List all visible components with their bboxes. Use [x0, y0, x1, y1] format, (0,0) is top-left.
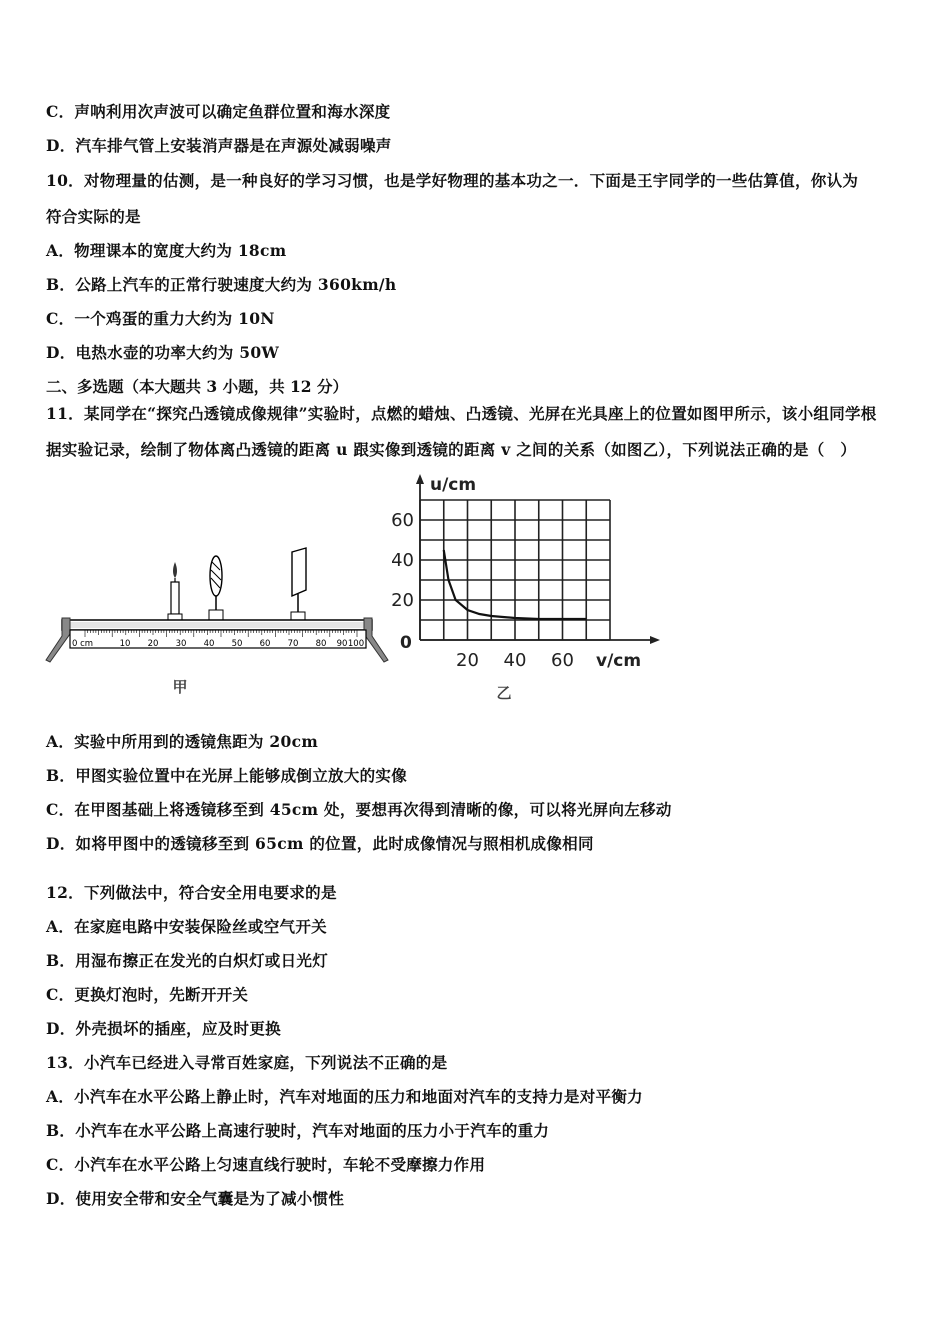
y-tick-label: 60: [391, 510, 414, 531]
ruler-label-0: 0 cm: [72, 639, 94, 649]
ruler-label-60: 60: [259, 639, 271, 649]
q10-stem-line2: 符合实际的是: [46, 207, 141, 226]
ruler-label-100: 100: [347, 639, 365, 649]
ruler-label-70: 70: [287, 639, 299, 649]
ruler-label-50: 50: [231, 639, 243, 649]
ruler-label-90: 90: [336, 639, 348, 649]
q12-option-c: C．更换灯泡时，先断开开关: [46, 985, 249, 1004]
q12-option-b: B．用湿布擦正在发光的白炽灯或日光灯: [46, 951, 329, 970]
q11-option-d: D．如将甲图中的透镜移至到 65cm 的位置，此时成像情况与照相机成像相同: [46, 834, 594, 853]
y-axis-arrow: [416, 474, 424, 484]
figure-jia-caption: 甲: [172, 678, 188, 696]
figure-yi-caption: 乙: [496, 684, 512, 702]
q11-option-a: A．实验中所用到的透镜焦距为 20cm: [46, 732, 319, 751]
ruler-label-10: 10: [119, 639, 131, 649]
q10-option-c: C．一个鸡蛋的重力大约为 10N: [46, 309, 275, 328]
q13-stem: 13．小汽车已经进入寻常百姓家庭，下列说法不正确的是: [46, 1053, 448, 1072]
y-tick-label: 20: [391, 590, 414, 611]
x-tick-label: 40: [503, 650, 527, 671]
q12-option-a: A．在家庭电路中安装保险丝或空气开关: [46, 917, 327, 936]
q12-option-d: D．外壳损坏的插座，应及时更换: [46, 1019, 281, 1038]
x-axis-arrow: [650, 636, 660, 644]
y-tick-label: 40: [391, 550, 414, 571]
q13-option-a: A．小汽车在水平公路上静止时，汽车对地面的压力和地面对汽车的支持力是对平衡力: [46, 1087, 643, 1106]
ruler-label-20: 20: [147, 639, 159, 649]
x-tick-label: 20: [456, 650, 479, 671]
q10-option-b: B．公路上汽车的正常行驶速度大约为 360km/h: [46, 275, 397, 294]
q9-option-c: C．声呐利用次声波可以确定鱼群位置和海水深度: [46, 102, 391, 121]
q11-stem-line1: 11．某同学在“探究凸透镜成像规律”实验时，点燃的蜡烛、凸透镜、光屏在光具座上的位置如图甲所示，该小组同学根: [46, 404, 877, 423]
ruler-label-30: 30: [175, 639, 187, 649]
q13-option-d: D．使用安全带和安全气囊是为了减小惯性: [46, 1189, 345, 1208]
candle-icon: [168, 562, 182, 620]
x-tick-label: 60: [551, 650, 574, 671]
figure-yi-uv-graph: [380, 470, 670, 710]
ruler-label-80: 80: [315, 639, 327, 649]
convex-lens-icon: [209, 556, 223, 620]
q12-stem: 12．下列做法中，符合安全用电要求的是: [46, 883, 337, 902]
section-heading: 二、多选题（本大题共 3 小题，共 12 分）: [46, 377, 348, 396]
q11-option-c: C．在甲图基础上将透镜移至到 45cm 处，要想再次得到清晰的像，可以将光屏向左移动: [46, 800, 672, 819]
q13-option-b: B．小汽车在水平公路上高速行驶时，汽车对地面的压力小于汽车的重力: [46, 1121, 550, 1140]
q11-stem-line2: 据实验记录，绘制了物体离凸透镜的距离 u 跟实像到透镜的距离 v 之间的关系（如图乙），下列说法正确的是（ ）: [46, 440, 857, 459]
q9-option-d: D．汽车排气管上安装消声器是在声源处减弱噪声: [46, 136, 392, 155]
q13-option-c: C．小汽车在水平公路上匀速直线行驶时，车轮不受摩擦力作用: [46, 1155, 486, 1174]
figure-jia-optical-bench: [40, 540, 390, 710]
q10-option-d: D．电热水壶的功率大约为 50W: [46, 343, 280, 362]
chart-y-label: u/cm: [430, 475, 477, 495]
q11-option-b: B．甲图实验位置中在光屏上能够成倒立放大的实像: [46, 766, 408, 785]
chart-tick-labels: [391, 510, 574, 671]
q10-stem-line1: 10．对物理量的估测，是一种良好的学习习惯，也是学好物理的基本功之一．下面是王宇同学的一些估算值，你认为: [46, 171, 859, 190]
light-screen-icon: [291, 548, 306, 620]
chart-origin-label: 0: [400, 633, 412, 653]
chart-x-label: v/cm: [596, 651, 642, 671]
ruler-label-40: 40: [203, 639, 215, 649]
q10-option-a: A．物理课本的宽度大约为 18cm: [46, 241, 287, 260]
